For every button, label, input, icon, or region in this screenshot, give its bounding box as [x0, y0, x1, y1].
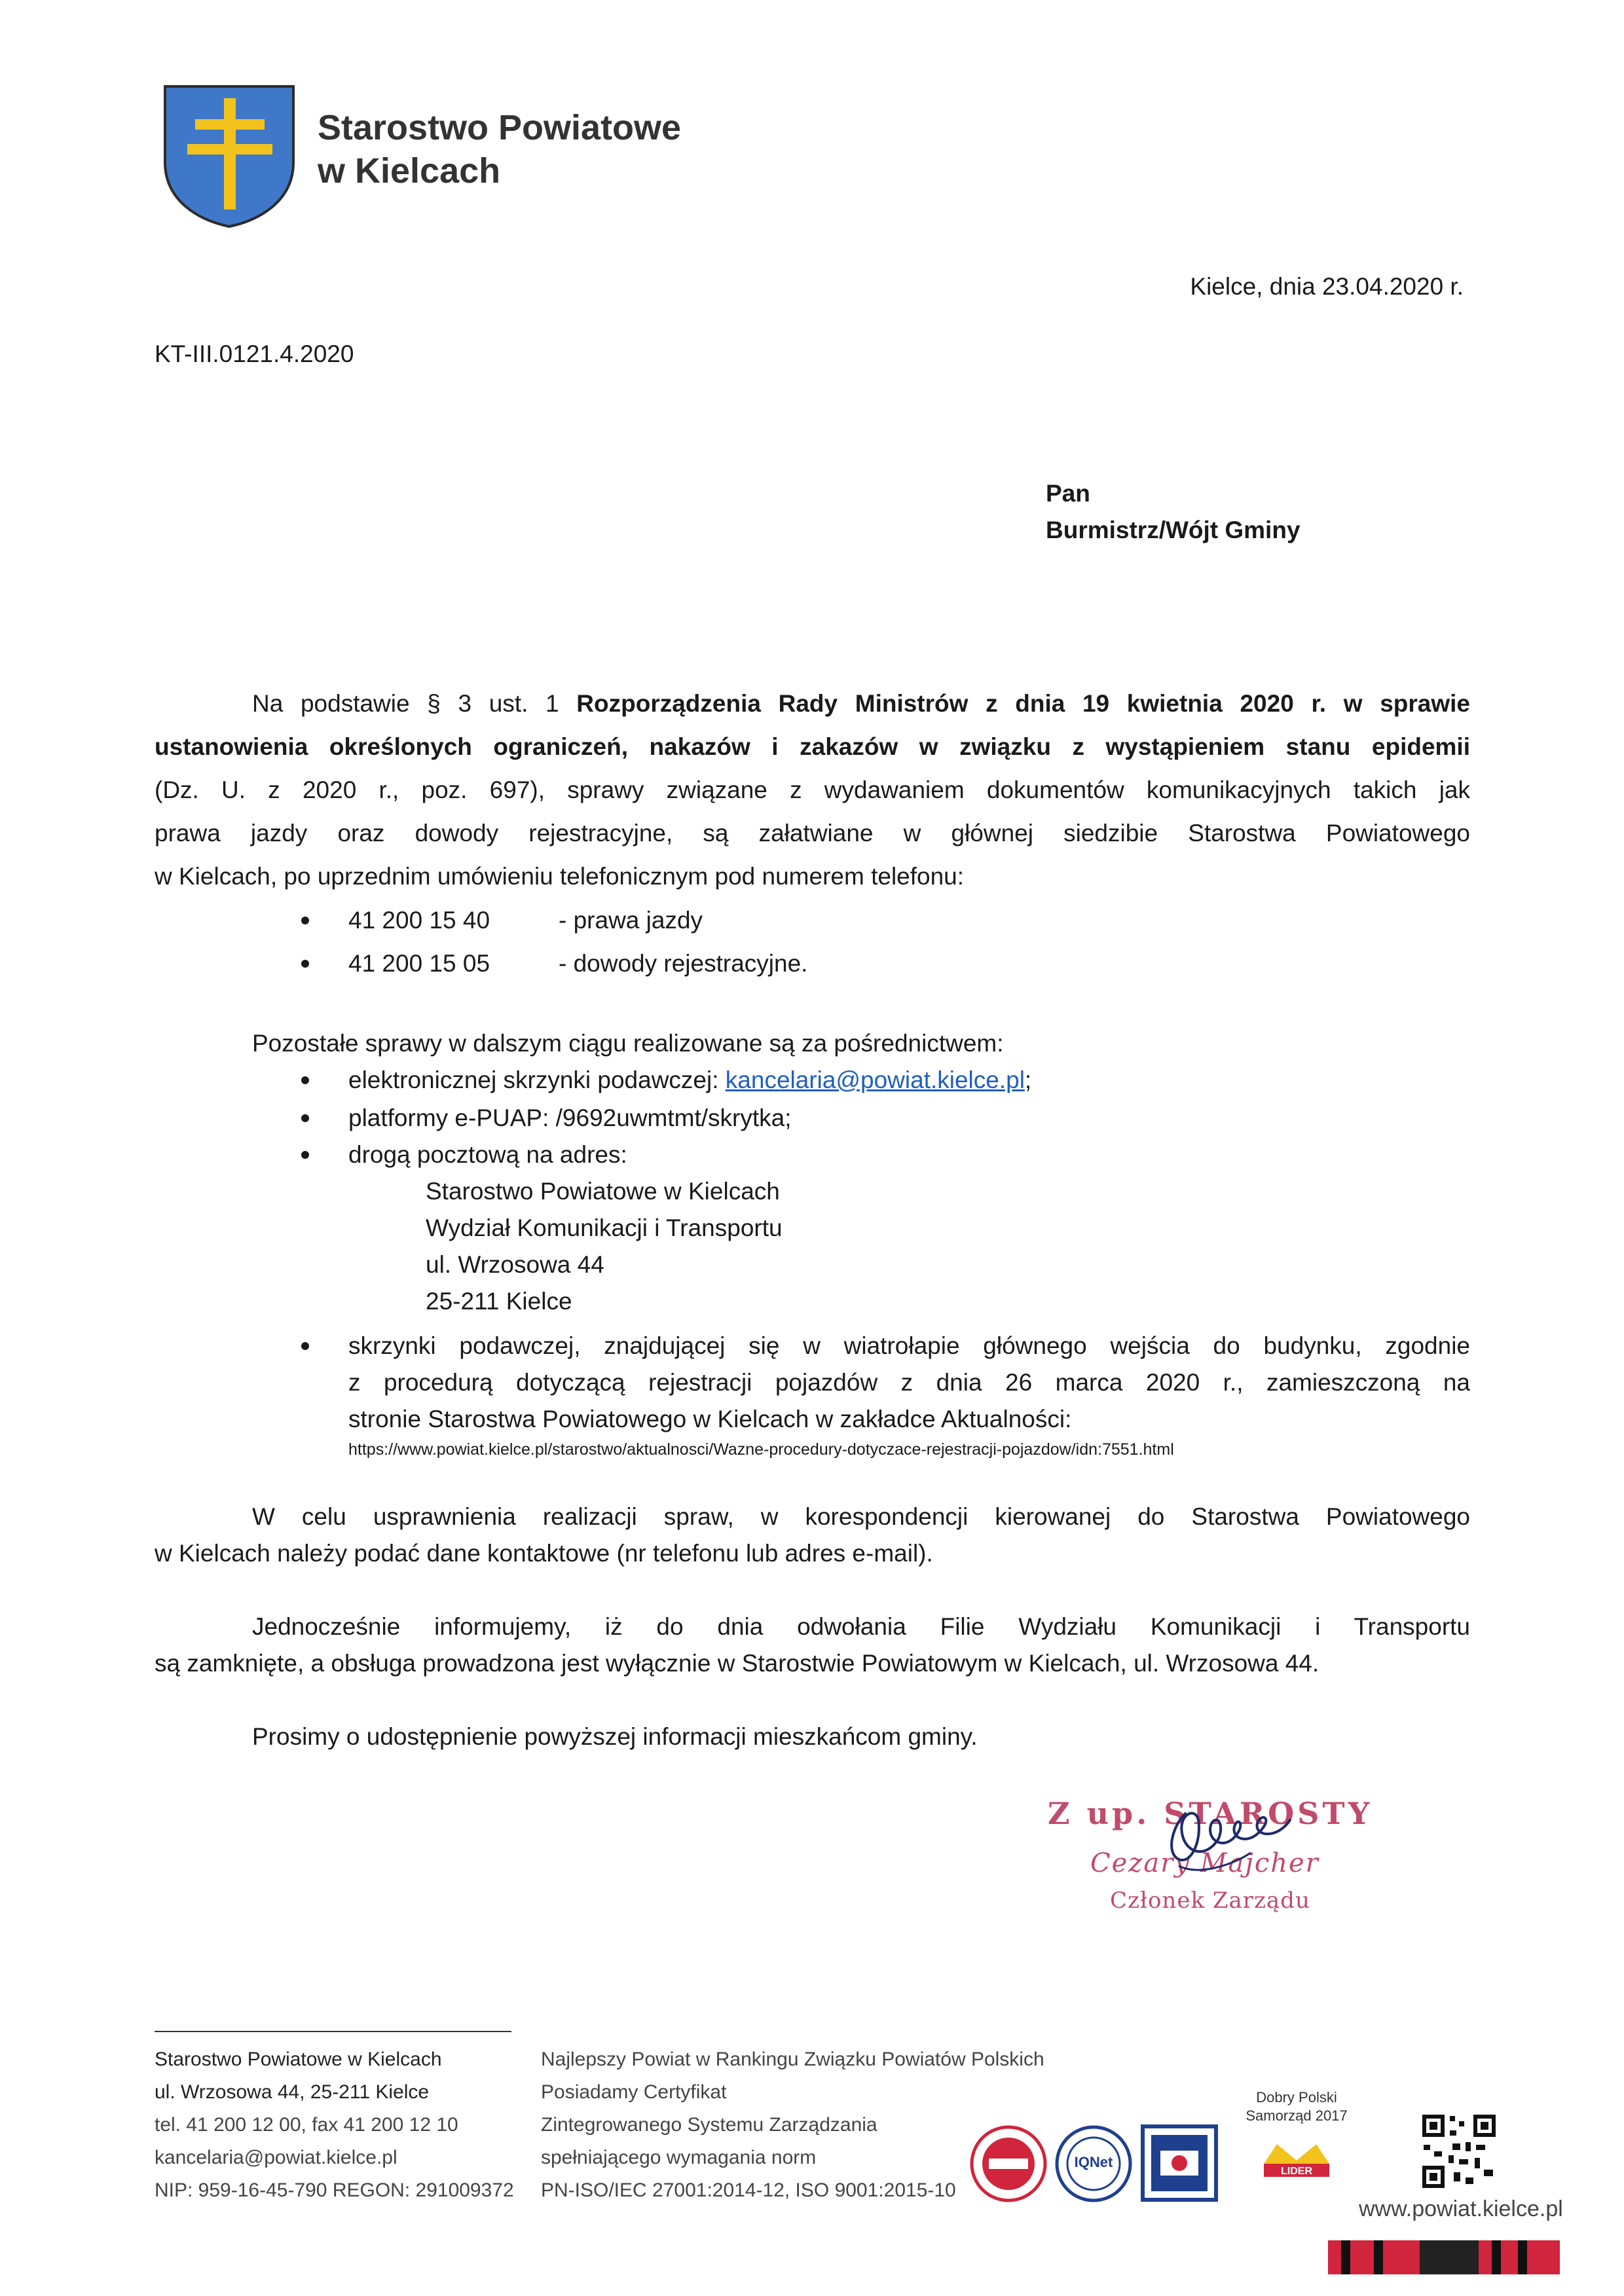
para1-line3: (Dz. U. z 2020 r., poz. 697), sprawy związane z wydawaniem dokumentów komunikacyjnych takich jak: [155, 776, 1470, 803]
footer-email[interactable]: kancelaria@powiat.kielce.pl: [155, 2147, 397, 2168]
para1-line2-bold: ustanowienia określonych ograniczeń, nakazów i zakazów w związku z wystąpieniem stanu epidemii: [155, 733, 1470, 760]
phone-number: 41 200 15 05: [348, 950, 490, 977]
epbox-prefix: elektronicznej skrzynki podawczej:: [348, 1066, 726, 1093]
procedure-url[interactable]: https://www.powiat.kielce.pl/starostwo/aktualnosci/Wazne-procedury-dotyczace-rejestracji-pojazdow/idn:7551.html: [348, 1440, 1174, 1459]
footer-cert-line: Posiadamy Certyfikat: [541, 2081, 727, 2103]
org-name-line2: w Kielcach: [318, 151, 501, 191]
strip-segment: [1492, 2240, 1501, 2274]
para5: Prosimy o udostępnienie powyższej informacji mieszkańcom gminy.: [252, 1723, 978, 1750]
footer-color-strip: [1328, 2240, 1560, 2274]
phone-number: 41 200 15 40: [348, 907, 490, 934]
para1-line1-bold: Rozporządzenia Rady Ministrów z dnia 19 kwietnia 2020 r. w sprawie: [576, 690, 1470, 717]
bullet: [301, 1114, 309, 1122]
footer-address: ul. Wrzosowa 44, 25-211 Kielce: [155, 2081, 430, 2103]
bullet: [301, 917, 309, 924]
phone-desc: - dowody rejestracyjne.: [559, 950, 808, 977]
para1-line1-plain: Na podstawie § 3 ust. 1: [252, 690, 577, 717]
strip-segment: [1518, 2240, 1527, 2274]
para4-line2: są zamknięte, a obsługa prowadzona jest wyłącznie w Starostwie Powiatowym w Kielcach, ul. Wrzosowa 44.: [155, 1650, 1320, 1677]
post-address-line: 25-211 Kielce: [426, 1288, 572, 1315]
para4-line1: Jednocześnie informujemy, iż do dnia odwołania Filie Wydziału Komunikacji i Transportu: [252, 1613, 1470, 1640]
post-address-line: Wydział Komunikacji i Transportu: [426, 1214, 783, 1241]
box-line: z procedurą dotyczącą rejestracji pojazdów z dnia 26 marca 2020 r., zamieszczoną na: [348, 1369, 1470, 1396]
footer-cert-line: PN-ISO/IEC 27001:2014-12, ISO 9001:2015-10: [541, 2179, 956, 2201]
qr-code-icon: [1420, 2112, 1498, 2191]
footer-phone: tel. 41 200 12 00, fax 41 200 12 10: [155, 2114, 458, 2136]
footer-cert-line: spełniającego wymagania norm: [541, 2147, 817, 2168]
award-title-line2: Samorząd 2017: [1246, 2107, 1348, 2124]
org-name-line1: Starostwo Powiatowe: [318, 108, 682, 147]
epuap-line: platformy e-PUAP: /9692uwmtmt/skrytka;: [348, 1104, 792, 1131]
footer-website[interactable]: www.powiat.kielce.pl: [1359, 2196, 1563, 2221]
addressee-title: Pan: [1046, 480, 1090, 507]
bullet: [301, 1076, 309, 1084]
footer-divider: [155, 2031, 511, 2032]
handwritten-signature: [1139, 1787, 1310, 1899]
footer-nip-regon: NIP: 959-16-45-790 REGON: 291009372: [155, 2179, 514, 2201]
para1-line2: [155, 725, 1470, 769]
award-badge-label: LIDER: [1281, 2166, 1312, 2177]
system-cert-badge-icon: [969, 2124, 1048, 2203]
stamp-line3: Członek Zarządu: [1110, 1887, 1310, 1914]
footer-ranking: Najlepszy Powiat w Rankingu Związku Powiatów Polskich: [541, 2049, 1044, 2070]
reference-number: KT-III.0121.4.2020: [155, 340, 354, 367]
epbox-suffix: ;: [1024, 1066, 1032, 1093]
phone-desc: - prawa jazdy: [559, 907, 703, 934]
bullet: [301, 960, 309, 968]
stamp-line1: Z up. STAROSTY: [1048, 1796, 1373, 1831]
strip-segment: [1374, 2240, 1383, 2274]
iqnet-label: IQNet: [1074, 2154, 1113, 2170]
bullet: [301, 1151, 309, 1159]
para2-intro: Pozostałe sprawy w dalszym ciągu realizowane są za pośrednictwem:: [252, 1030, 1004, 1057]
bullet: [301, 1342, 309, 1350]
box-line: skrzynki podawczej, znajdującej się w wiatrołapie głównego wejścia do budynku, zgodnie: [348, 1332, 1470, 1359]
para1-line5: w Kielcach, po uprzednim umówieniu telefonicznym pod numerem telefonu:: [155, 863, 965, 890]
email-link[interactable]: kancelaria@powiat.kielce.pl: [725, 1066, 1025, 1093]
para3-line2: w Kielcach należy podać dane kontaktowe (nr telefonu lub adres e-mail).: [155, 1540, 933, 1567]
addressee-name: Burmistrz/Wójt Gminy: [1046, 517, 1301, 543]
strip-segment: [1341, 2240, 1350, 2274]
box-line: stronie Starostwa Powiatowego w Kielcach w zakładce Aktualności:: [348, 1406, 1072, 1432]
award-title-line1: Dobry Polski: [1256, 2089, 1337, 2105]
footer-cert-line: Zintegrowanego Systemu Zarządzania: [541, 2114, 877, 2136]
para1-line1: [252, 682, 1470, 725]
date-line: Kielce, dnia 23.04.2020 r.: [1190, 273, 1464, 300]
certificate-badge-icon: [1141, 2124, 1218, 2202]
crest-logo: [162, 84, 296, 229]
para3-line1: W celu usprawnienia realizacji spraw, w korespondencji kierowanej do Starostwa Powiatowego: [252, 1503, 1470, 1530]
post-address-line: ul. Wrzosowa 44: [426, 1251, 604, 1278]
footer-org-name: Starostwo Powiatowe w Kielcach: [155, 2049, 442, 2070]
epbox-line: [348, 1059, 1031, 1102]
stamp-line2: Cezary Majcher: [1090, 1848, 1320, 1878]
para1-line4: prawa jazdy oraz dowody rejestracyjne, są załatwiane w głównej siedzibie Starostwa Powiatowego: [155, 820, 1470, 847]
post-line: drogą pocztową na adres:: [348, 1141, 627, 1168]
lider-crown-icon: [1251, 2131, 1342, 2196]
post-address-line: Starostwo Powiatowe w Kielcach: [426, 1178, 780, 1205]
strip-segment: [1420, 2240, 1479, 2274]
